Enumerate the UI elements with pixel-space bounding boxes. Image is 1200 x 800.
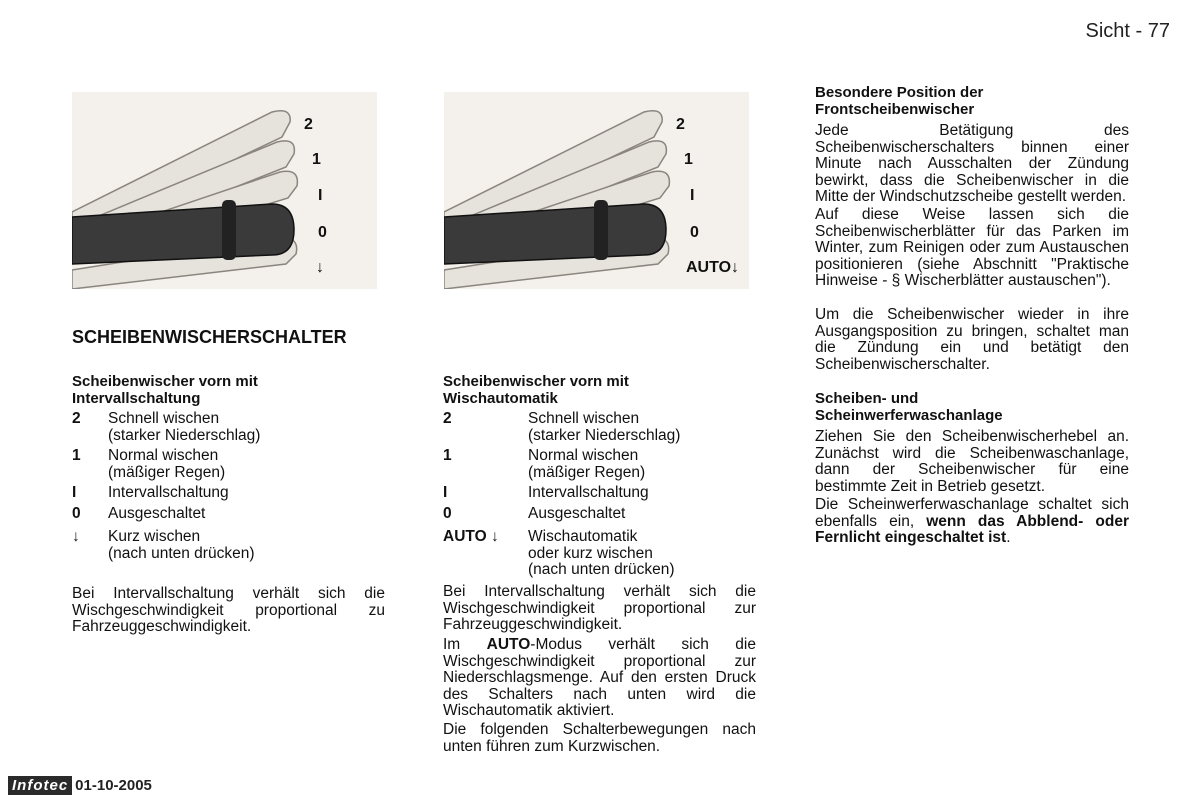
position-label: 1 (684, 151, 693, 168)
footer-date: 01-10-2005 (75, 777, 152, 794)
list-item (443, 411, 763, 445)
position-labels (676, 116, 739, 276)
list-item (72, 529, 392, 563)
position-label: 1 (312, 151, 321, 168)
position-label: I (318, 187, 323, 204)
item-value: Wischautomatik oder kurz wischen (nach unten drücken) (528, 528, 675, 578)
middle-subtitle (443, 373, 763, 407)
right-title-1 (815, 84, 1129, 118)
left-note: Bei Intervallschaltung verhält sich die Wischgeschwindigkeit proportional zu Fahrzeuggeschwindigkeit. (72, 585, 385, 635)
subtitle-line: Frontscheibenwischer (815, 101, 975, 118)
position-label: ↓ (316, 259, 324, 276)
item-value: Schnell wischen (starker Niederschlag) (108, 410, 261, 444)
list-item (72, 506, 392, 524)
middle-note-1: Bei Intervallschaltung verhält sich die Wischgeschwindigkeit proportional zur Fahrzeuggeschwindigkeit. (443, 583, 756, 633)
subtitle-line: Besondere Position der (815, 84, 984, 101)
list-item (443, 448, 763, 482)
item-value: Normal wischen (mäßiger Regen) (108, 447, 226, 481)
wiper-stalk-drawing (444, 92, 749, 289)
right-paragraph: Jede Betätigung des Scheibenwischerschalters binnen einer Minute nach Ausschalten der Zündung bewirkt, dass die Scheibenwischer in die Mitte der Windschutzscheibe gestellt werden. (815, 122, 1129, 205)
middle-note-2: Im AUTO-Modus verhält sich die Wischgeschwindigkeit proportional zur Niederschlagsmenge. Auf den ersten Druck des Schalters nach unten wird die Wischautomatik aktiviert. (443, 636, 756, 719)
item-key: 2 (72, 410, 81, 427)
subtitle-line: Scheiben- und (815, 390, 919, 407)
position-label: 0 (690, 224, 699, 241)
position-label: AUTO↓ (686, 259, 740, 276)
subtitle-line: Wischautomatik (443, 390, 558, 407)
position-label: 2 (304, 116, 313, 133)
item-value: Ausgeschaltet (528, 505, 626, 522)
list-item (72, 411, 392, 445)
item-key: I (72, 484, 77, 501)
list-item (443, 485, 763, 503)
item-value: Ausgeschaltet (108, 505, 206, 522)
item-key: 1 (443, 447, 452, 464)
position-labels (304, 116, 327, 276)
right-title-2 (815, 390, 1129, 424)
item-value: Schnell wischen (starker Niederschlag) (528, 410, 681, 444)
list-item (72, 485, 392, 503)
item-key: ↓ (72, 528, 80, 545)
item-key: AUTO ↓ (443, 528, 499, 545)
infotec-logo: Infotec (8, 776, 72, 795)
list-item-auto (443, 529, 763, 581)
wiper-stalk-illustration-interval (72, 92, 377, 289)
right-paragraph: Um die Scheibenwischer wieder in ihre Ausgangsposition zu bringen, schaltet man die Zündung ein und betätigt den Scheibenwischerschalter. (815, 306, 1129, 373)
page-number: Sicht - 77 (1085, 20, 1170, 42)
position-label: 0 (318, 224, 327, 241)
list-item (72, 448, 392, 482)
section-title: SCHEIBENWISCHERSCHALTER (72, 327, 347, 347)
item-key: 0 (72, 505, 81, 522)
item-value: Intervallschaltung (528, 484, 649, 501)
item-value: Kurz wischen (nach unten drücken) (108, 528, 255, 562)
position-label: I (690, 187, 695, 204)
item-value: Intervallschaltung (108, 484, 229, 501)
right-paragraph: Ziehen Sie den Scheibenwischerhebel an. Zunächst wird die Scheibenwaschanlage, dann der Scheibenwischer für eine bestimmte Zeit in Betrieb gesetzt. (815, 428, 1129, 495)
position-label: 2 (676, 116, 685, 133)
right-paragraph: Auf diese Weise lassen sich die Scheibenwischerblätter für das Parken im Winter, zum Reinigen oder zum Austauschen positionieren (siehe Abschnitt "Praktische Hinweise - § Wischerblätter austauschen"). (815, 206, 1129, 289)
item-key: 1 (72, 447, 81, 464)
wiper-stalk-drawing (72, 92, 377, 289)
subtitle-line: Intervallschaltung (72, 390, 201, 407)
wiper-stalk-illustration-auto (444, 92, 749, 289)
subtitle-line: Scheinwerferwaschanlage (815, 407, 1003, 424)
right-paragraph: Die Scheinwerferwaschanlage schaltet sich ebenfalls ein, wenn das Abblend- oder Fernlicht eingeschaltet ist. (815, 496, 1129, 546)
subtitle-line: Scheibenwischer vorn mit (72, 373, 258, 390)
subtitle-line: Scheibenwischer vorn mit (443, 373, 629, 390)
left-subtitle (72, 373, 392, 407)
item-key: 2 (443, 410, 452, 427)
item-key: I (443, 484, 448, 501)
middle-note-3: Die folgenden Schalterbewegungen nach unten führen zum Kurzwischen. (443, 721, 756, 755)
item-value: Normal wischen (mäßiger Regen) (528, 447, 646, 481)
item-key: 0 (443, 505, 452, 522)
list-item (443, 506, 763, 524)
footer (8, 776, 152, 795)
